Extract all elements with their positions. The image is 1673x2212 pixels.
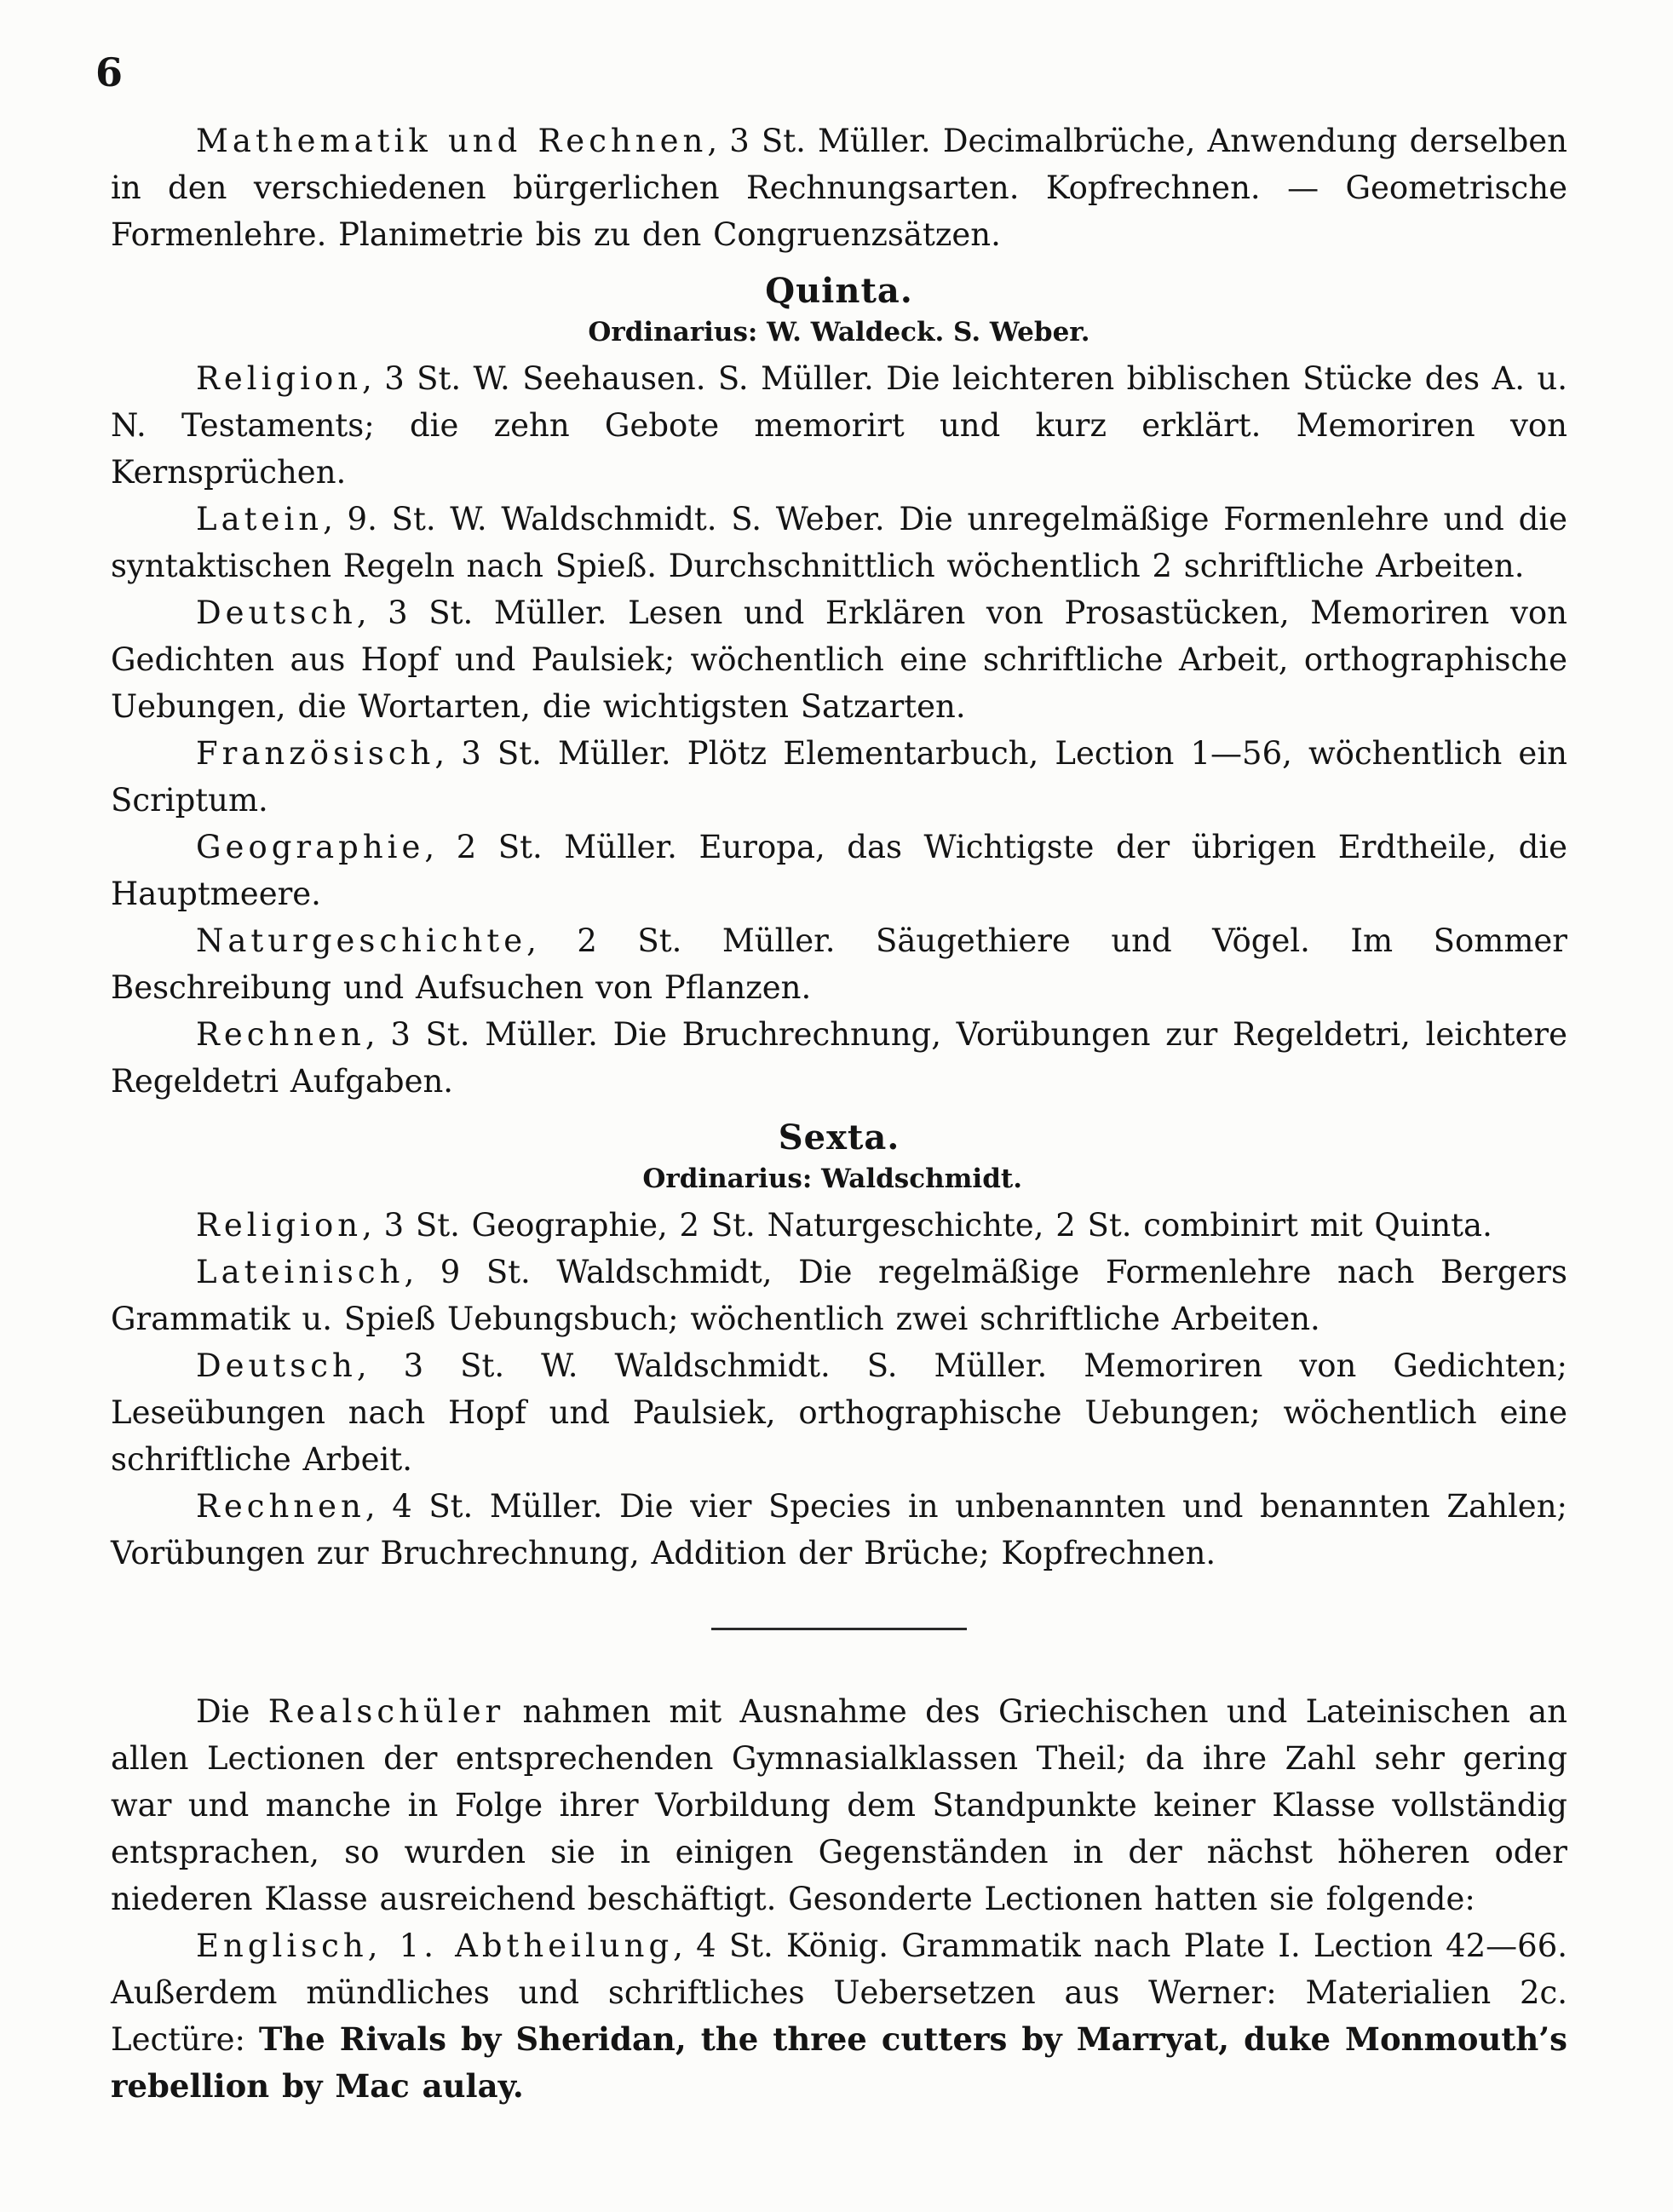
page-number: 6 <box>95 49 124 95</box>
subject-text: , 4 St. König. Grammatik nach Plate I. Lection 42—66. Außerdem mündliches und schriftliches Uebersetzen aus Werner: Materialien 2c. Lectüre: <box>111 1928 1568 2058</box>
subject-label: Rechnen <box>196 1016 365 1053</box>
subject-text: nahmen mit Ausnahme des Griechischen und Lateinischen an allen Lectionen der entsprechenden Gymnasialklassen Theil; da ihre Zahl sehr gering war und manche in Folge ihrer Vorbildung dem Standpunkte keiner Klasse vollständig entsprachen, so wurden sie in einigen Gegenständen in der nächst höheren oder niederen Klasse ausreichend beschäftigt. Gesonderte Lectionen hatten sie folgende: <box>111 1693 1567 1917</box>
section-divider <box>711 1628 967 1630</box>
subject-text: , 9. St. W. Waldschmidt. S. Weber. Die unregelmäßige Formenlehre und die syntaktischen Regeln nach Spieß. Durchschnittlich wöchentlich 2 schriftliche Arbeiten. <box>111 501 1567 584</box>
subject-paragraph <box>111 824 1567 917</box>
subject-text: , 9 St. Waldschmidt, Die regelmäßige Formenlehre nach Bergers Grammatik u. Spieß Uebungsbuch; wöchentlich zwei schriftliche Arbeiten. <box>111 1254 1567 1337</box>
subject-label: Mathematik und Rechnen <box>196 123 708 159</box>
subject-paragraph <box>111 1342 1567 1483</box>
subject-label: Religion <box>196 1207 363 1244</box>
subject-paragraph <box>111 496 1567 589</box>
subject-paragraph <box>111 1483 1567 1577</box>
subject-label: Naturgeschichte <box>196 922 527 959</box>
englisch-paragraph <box>111 1922 1567 2110</box>
realschueler-lead: Die <box>196 1693 268 1730</box>
subject-label: Englisch, 1. Abtheilung <box>196 1928 674 1964</box>
subject-text: , 3 St. Müller. Plötz Elementarbuch, Lection 1—56, wöchentlich ein Scriptum. <box>111 735 1567 819</box>
subject-paragraph <box>111 730 1567 824</box>
ordinarius-quinta: Ordinarius: W. Waldeck. S. Weber. <box>588 317 1090 348</box>
subject-paragraph <box>111 589 1567 730</box>
subject-label: Latein <box>196 501 324 537</box>
subject-label: Lateinisch <box>196 1254 405 1290</box>
subject-paragraph <box>111 355 1567 496</box>
subject-text: , 3 St. Müller. Die Bruchrechnung, Vorübungen zur Regeldetri, leichtere Regeldetri Aufgaben. <box>111 1016 1567 1100</box>
subject-paragraph <box>111 1202 1567 1249</box>
section-title-sexta: Sexta. <box>778 1117 900 1158</box>
realschueler-paragraph <box>111 1688 1567 1922</box>
subject-label: Religion <box>196 360 363 397</box>
subject-paragraph <box>111 1249 1567 1342</box>
subject-text: , 3 St. Müller. Decimalbrüche, Anwendung derselben in den verschiedenen bürgerlichen Rechnungsarten. Kopfrechnen. — Geometrische Formenlehre. Planimetrie bis zu den Congruenzsätzen. <box>111 123 1567 253</box>
quinta-subjects <box>111 355 1567 1105</box>
subject-label: Deutsch <box>196 595 357 631</box>
subject-text: , 2 St. Müller. Säugethiere und Vögel. Im Sommer Beschreibung und Aufsuchen von Pflanzen. <box>111 922 1567 1006</box>
subject-text: , 2 St. Müller. Europa, das Wichtigste der übrigen Erdtheile, die Hauptmeere. <box>111 829 1567 912</box>
subject-paragraph <box>111 1011 1567 1105</box>
subject-label: Deutsch <box>196 1347 357 1384</box>
subject-text: , 3 St. Geographie, 2 St. Naturgeschichte, 2 St. combinirt mit Quinta. <box>362 1207 1492 1244</box>
subject-text: , 3 St. W. Waldschmidt. S. Müller. Memoriren von Gedichten; Leseübungen nach Hopf und Paulsiek, orthographische Uebungen; wöchentlich eine schriftliche Arbeit. <box>111 1347 1567 1478</box>
sexta-subjects <box>111 1202 1567 1577</box>
section-title-quinta: Quinta. <box>765 271 913 311</box>
subject-text: , 3 St. W. Seehausen. S. Müller. Die leichteren biblischen Stücke des A. u. N. Testaments; die zehn Gebote memorirt und kurz erklärt. Memoriren von Kernsprüchen. <box>111 360 1567 491</box>
intro-paragraph <box>111 118 1567 258</box>
subject-text: , 3 St. Müller. Lesen und Erklären von Prosastücken, Memoriren von Gedichten aus Hopf und Paulsiek; wöchentlich eine schriftliche Arbeit, orthographische Uebungen, die Wortarten, die wichtigsten Satzarten. <box>111 595 1567 725</box>
subject-text: , 4 St. Müller. Die vier Species in unbenannten und benannten Zahlen; Vorübungen zur Bruchrechnung, Addition der Brüche; Kopfrechnen. <box>111 1488 1567 1571</box>
subject-label: Realschüler <box>267 1693 505 1730</box>
subject-paragraph <box>111 917 1567 1011</box>
lecture-list: The Rivals by Sheridan, the three cutters by Marryat, duke Monmouth’s rebellion by Mac aulay. <box>111 2020 1567 2105</box>
page-body <box>111 118 1567 2110</box>
subject-label: Geographie <box>196 829 425 865</box>
subject-label: Französisch <box>196 735 435 772</box>
ordinarius-sexta: Ordinarius: Waldschmidt. <box>642 1163 1022 1194</box>
subject-label: Rechnen <box>196 1488 365 1525</box>
